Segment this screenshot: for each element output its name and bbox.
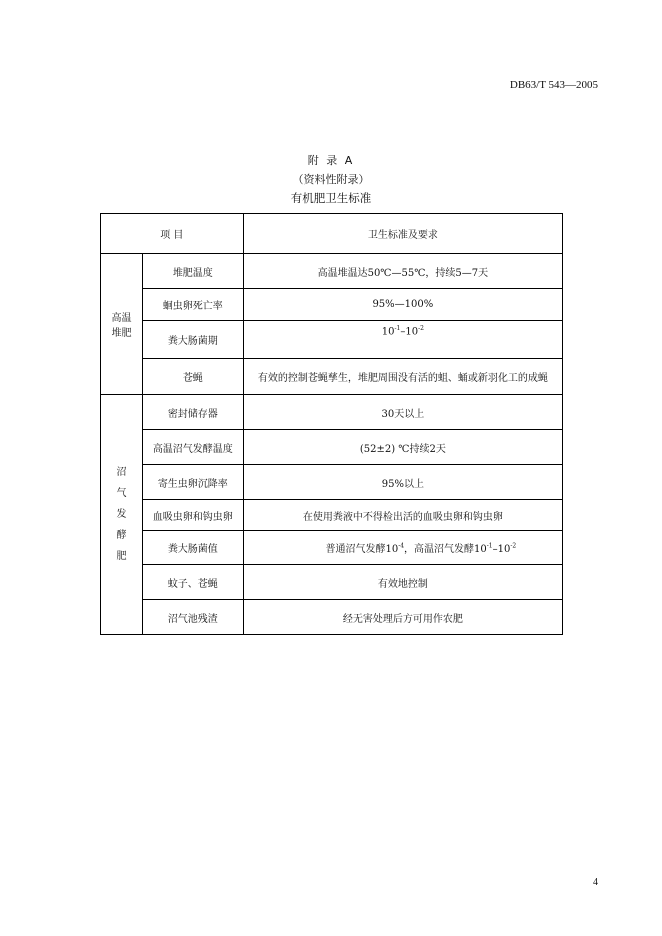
req-text: –10 (400, 326, 419, 338)
req-exponent: -1 (486, 542, 493, 550)
group-label-char: 发 (116, 509, 127, 520)
req-text: ，高温沼气发酵10 (404, 544, 487, 555)
requirement-cell: 经无害处理后方可用作农肥 (243, 600, 562, 635)
group-label-char: 酵 (116, 530, 127, 541)
header-requirement: 卫生标准及要求 (243, 214, 562, 254)
req-text: –10 (492, 544, 511, 555)
group-label-line: 堆肥 (111, 328, 132, 339)
item-cell: 沼气池残渣 (142, 600, 243, 635)
table-row (101, 500, 563, 531)
table-row (101, 531, 563, 565)
table-header-row (101, 214, 563, 254)
table-row (101, 565, 563, 600)
requirement-cell: 有效的控制苍蝇孳生，堆肥周围没有活的蛆、蛹或新羽化工的成蝇 (243, 359, 562, 395)
hygiene-standard-table (100, 213, 563, 635)
item-cell: 苍蝇 (142, 359, 243, 395)
header-item: 项 目 (101, 214, 244, 254)
table-row (101, 321, 563, 359)
req-text: 普通沼气发酵10 (325, 544, 399, 555)
requirement-cell (243, 321, 562, 359)
page-number: 4 (593, 877, 598, 888)
appendix-title: 附 录 A (307, 154, 355, 167)
req-exponent: -2 (418, 325, 424, 332)
table-row (101, 430, 563, 465)
table-row (101, 395, 563, 430)
table-row (101, 600, 563, 635)
table-title: 有机肥卫生标准 (290, 191, 372, 205)
item-cell: 密封储存器 (142, 395, 243, 430)
table-row (101, 465, 563, 500)
item-cell: 堆肥温度 (142, 254, 243, 289)
group-label-char: 肥 (116, 551, 127, 562)
table-row (101, 359, 563, 395)
requirement-cell: 30天以上 (243, 395, 562, 430)
requirement-cell: (52±2) ℃持续2天 (243, 430, 562, 465)
req-text: 10 (381, 326, 395, 338)
req-exponent: -1 (394, 325, 401, 332)
group-label-char: 沼 (116, 467, 127, 478)
requirement-cell (243, 531, 562, 565)
group-biogas-fertilizer (101, 395, 143, 635)
item-cell: 蚊子、苍蝇 (142, 565, 243, 600)
item-cell: 血吸虫卵和钩虫卵 (142, 500, 243, 531)
requirement-cell: 95%以上 (243, 465, 562, 500)
item-cell: 粪大肠菌期 (142, 321, 243, 359)
table-row (101, 254, 563, 289)
appendix-type: （资料性附录） (292, 173, 370, 186)
item-cell: 粪大肠菌值 (142, 531, 243, 565)
group-label-char: 气 (116, 488, 127, 499)
group-high-temp-compost (101, 254, 143, 395)
req-exponent: -2 (510, 542, 517, 550)
requirement-cell: 高温堆温达50℃—55℃，持续5—7天 (243, 254, 562, 289)
req-exponent: -4 (398, 542, 405, 550)
group-label-line: 高温 (111, 313, 132, 324)
requirement-cell: 有效地控制 (243, 565, 562, 600)
item-cell: 寄生虫卵沉降率 (142, 465, 243, 500)
item-cell: 高温沼气发酵温度 (142, 430, 243, 465)
document-code: DB63/T 543—2005 (509, 79, 598, 91)
table-row (101, 289, 563, 321)
title-block (0, 152, 662, 206)
item-cell: 蛔虫卵死亡率 (142, 289, 243, 321)
requirement-cell: 在使用粪液中不得检出活的血吸虫卵和钩虫卵 (243, 500, 562, 531)
requirement-cell: 95%—100% (243, 289, 562, 321)
